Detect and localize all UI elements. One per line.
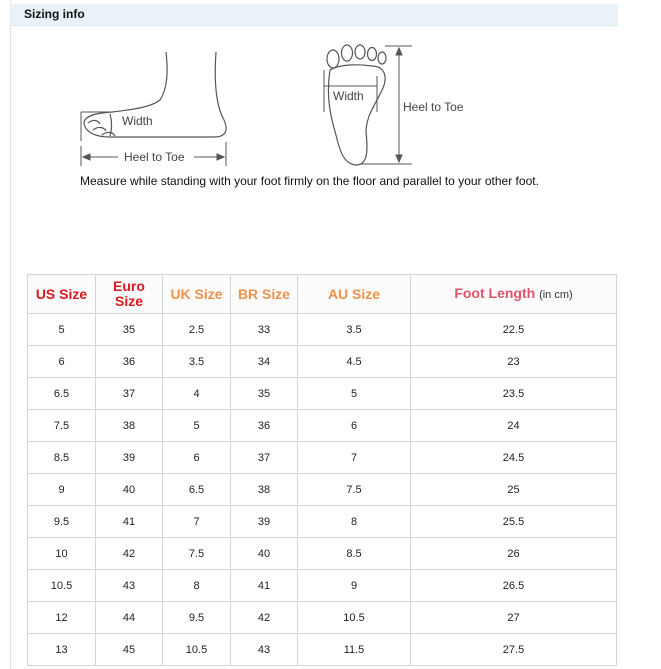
header-euro-line1: Euro <box>113 278 145 294</box>
br-size-cell: 33 <box>231 314 298 346</box>
uk-size-cell: 7.5 <box>163 538 231 570</box>
header-foot-length-label: Foot Length <box>454 284 536 301</box>
us-size-cell: 9.5 <box>28 506 96 538</box>
us-size-cell: 5 <box>28 314 96 346</box>
header-foot-length <box>411 275 617 314</box>
euro-size-cell: 41 <box>96 506 163 538</box>
top-length-label: Heel to Toe <box>403 100 464 114</box>
measure-instruction: Measure while standing with your foot firmly on the floor and parallel to your other foot. <box>80 174 539 188</box>
br-size-cell: 40 <box>231 538 298 570</box>
foot-length-cell: 23 <box>411 346 617 378</box>
au-size-cell: 3.5 <box>298 314 411 346</box>
uk-size-cell: 3.5 <box>163 346 231 378</box>
us-size-cell: 8.5 <box>28 442 96 474</box>
foot-length-cell: 26 <box>411 538 617 570</box>
au-size-cell: 11.5 <box>298 634 411 666</box>
foot-length-cell: 27.5 <box>411 634 617 666</box>
euro-size-cell: 43 <box>96 570 163 602</box>
table-header-row <box>28 275 617 314</box>
br-size-cell: 34 <box>231 346 298 378</box>
br-size-cell: 43 <box>231 634 298 666</box>
size-chart-table <box>27 274 617 666</box>
foot-length-cell: 25 <box>411 474 617 506</box>
us-size-cell: 7.5 <box>28 410 96 442</box>
uk-size-cell: 6.5 <box>163 474 231 506</box>
table-row <box>28 634 617 666</box>
side-foot-illustration <box>84 52 226 137</box>
foot-length-cell: 22.5 <box>411 314 617 346</box>
euro-size-cell: 39 <box>96 442 163 474</box>
au-size-cell: 7.5 <box>298 474 411 506</box>
header-us-size: US Size <box>28 275 96 314</box>
us-size-cell: 12 <box>28 602 96 634</box>
euro-size-cell: 40 <box>96 474 163 506</box>
side-length-label: Heel to Toe <box>124 150 185 164</box>
uk-size-cell: 10.5 <box>163 634 231 666</box>
table-row <box>28 378 617 410</box>
euro-size-cell: 44 <box>96 602 163 634</box>
euro-size-cell: 35 <box>96 314 163 346</box>
br-size-cell: 38 <box>231 474 298 506</box>
euro-size-cell: 36 <box>96 346 163 378</box>
au-size-cell: 7 <box>298 442 411 474</box>
table-row <box>28 346 617 378</box>
table-row <box>28 474 617 506</box>
us-size-cell: 6.5 <box>28 378 96 410</box>
euro-size-cell: 42 <box>96 538 163 570</box>
header-foot-length-unit: (in cm) <box>539 288 573 301</box>
table-row <box>28 410 617 442</box>
side-width-label: Width <box>122 114 153 128</box>
uk-size-cell: 6 <box>163 442 231 474</box>
au-size-cell: 9 <box>298 570 411 602</box>
table-row <box>28 506 617 538</box>
euro-size-cell: 37 <box>96 378 163 410</box>
br-size-cell: 39 <box>231 506 298 538</box>
uk-size-cell: 7 <box>163 506 231 538</box>
us-size-cell: 6 <box>28 346 96 378</box>
header-uk-size: UK Size <box>163 275 231 314</box>
euro-size-cell: 45 <box>96 634 163 666</box>
us-size-cell: 10.5 <box>28 570 96 602</box>
au-size-cell: 6 <box>298 410 411 442</box>
br-size-cell: 35 <box>231 378 298 410</box>
table-row <box>28 602 617 634</box>
foot-length-cell: 26.5 <box>411 570 617 602</box>
au-size-cell: 10.5 <box>298 602 411 634</box>
au-size-cell: 8.5 <box>298 538 411 570</box>
uk-size-cell: 2.5 <box>163 314 231 346</box>
table-row <box>28 442 617 474</box>
au-size-cell: 4.5 <box>298 346 411 378</box>
br-size-cell: 41 <box>231 570 298 602</box>
br-size-cell: 37 <box>231 442 298 474</box>
foot-length-cell: 23.5 <box>411 378 617 410</box>
euro-size-cell: 38 <box>96 410 163 442</box>
header-euro-size <box>96 275 163 314</box>
header-euro-line2: Size <box>114 293 143 309</box>
uk-size-cell: 8 <box>163 570 231 602</box>
us-size-cell: 10 <box>28 538 96 570</box>
foot-length-cell: 25.5 <box>411 506 617 538</box>
table-row <box>28 314 617 346</box>
section-title: Sizing info <box>24 7 85 21</box>
foot-length-cell: 27 <box>411 602 617 634</box>
br-size-cell: 42 <box>231 602 298 634</box>
table-row <box>28 538 617 570</box>
foot-measurement-diagram <box>0 0 661 200</box>
au-size-cell: 5 <box>298 378 411 410</box>
header-br-size: BR Size <box>231 275 298 314</box>
foot-length-cell: 24 <box>411 410 617 442</box>
foot-length-cell: 24.5 <box>411 442 617 474</box>
us-size-cell: 13 <box>28 634 96 666</box>
uk-size-cell: 4 <box>163 378 231 410</box>
table-row <box>28 570 617 602</box>
uk-size-cell: 5 <box>163 410 231 442</box>
us-size-cell: 9 <box>28 474 96 506</box>
header-au-size: AU Size <box>298 275 411 314</box>
br-size-cell: 36 <box>231 410 298 442</box>
au-size-cell: 8 <box>298 506 411 538</box>
top-width-label: Width <box>333 89 364 103</box>
uk-size-cell: 9.5 <box>163 602 231 634</box>
